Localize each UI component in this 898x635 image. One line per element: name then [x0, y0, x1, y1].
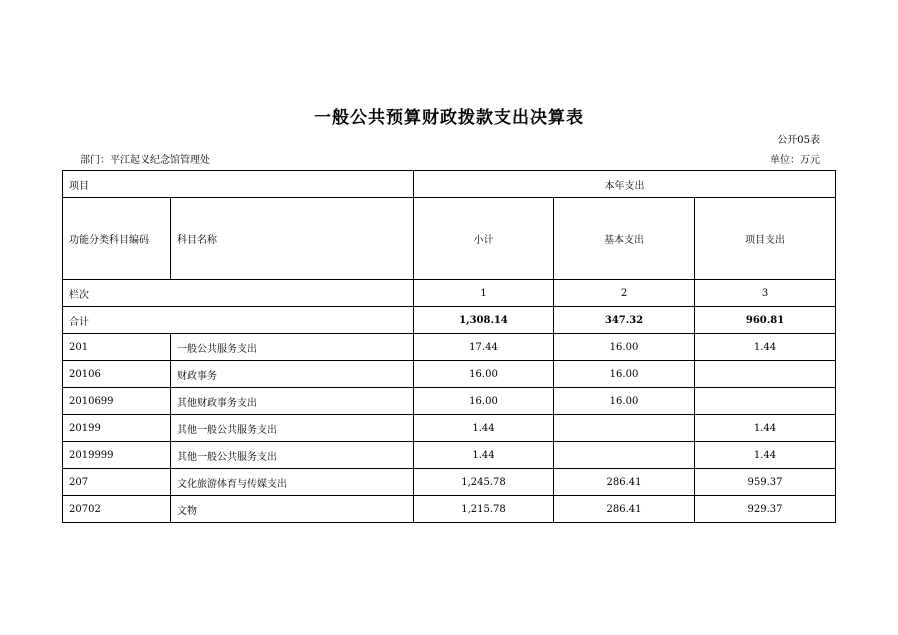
header-subtotal: 小计 — [414, 198, 554, 280]
row-project — [695, 388, 836, 415]
row-code: 2019999 — [63, 442, 171, 469]
row-name: 其他一般公共服务支出 — [171, 415, 414, 442]
row-basic: 286.41 — [554, 496, 695, 523]
row-code: 201 — [63, 334, 171, 361]
row-basic — [554, 415, 695, 442]
row-project: 959.37 — [695, 469, 836, 496]
row-subtotal: 17.44 — [414, 334, 554, 361]
report-title: 一般公共预算财政拨款支出决算表 — [314, 108, 584, 128]
department-label: 部门：平江起义纪念馆管理处 — [80, 155, 210, 166]
header-project: 项目支出 — [695, 198, 836, 280]
row-basic: 286.41 — [554, 469, 695, 496]
row-subtotal: 1.44 — [414, 415, 554, 442]
index-label: 栏次 — [63, 280, 414, 307]
table-row — [63, 361, 836, 388]
header-current-year: 本年支出 — [414, 171, 836, 198]
row-project — [695, 361, 836, 388]
row-project: 1.44 — [695, 415, 836, 442]
row-name: 一般公共服务支出 — [171, 334, 414, 361]
row-basic: 16.00 — [554, 334, 695, 361]
table-row — [63, 496, 836, 523]
row-name: 文化旅游体育与传媒支出 — [171, 469, 414, 496]
total-label: 合计 — [63, 307, 414, 334]
unit-label: 单位：万元 — [770, 155, 820, 166]
header-row-1 — [63, 171, 836, 198]
row-project: 929.37 — [695, 496, 836, 523]
row-project: 1.44 — [695, 442, 836, 469]
row-subtotal: 1,215.78 — [414, 496, 554, 523]
index-3: 3 — [695, 280, 836, 307]
row-basic — [554, 442, 695, 469]
row-name: 其他一般公共服务支出 — [171, 442, 414, 469]
table-row — [63, 415, 836, 442]
total-subtotal: 1,308.14 — [414, 307, 554, 334]
budget-table — [62, 170, 836, 523]
row-code: 20199 — [63, 415, 171, 442]
row-code: 207 — [63, 469, 171, 496]
row-name: 文物 — [171, 496, 414, 523]
row-basic: 16.00 — [554, 361, 695, 388]
row-code: 20106 — [63, 361, 171, 388]
header-basic: 基本支出 — [554, 198, 695, 280]
table-row — [63, 388, 836, 415]
row-project: 1.44 — [695, 334, 836, 361]
table-row — [63, 442, 836, 469]
table-row — [63, 469, 836, 496]
header-row-2 — [63, 198, 836, 280]
row-subtotal: 16.00 — [414, 361, 554, 388]
table-row — [63, 334, 836, 361]
index-2: 2 — [554, 280, 695, 307]
header-code: 功能分类科目编码 — [63, 198, 171, 280]
row-code: 2010699 — [63, 388, 171, 415]
total-basic: 347.32 — [554, 307, 695, 334]
row-code: 20702 — [63, 496, 171, 523]
row-name: 其他财政事务支出 — [171, 388, 414, 415]
index-1: 1 — [414, 280, 554, 307]
header-name: 科目名称 — [171, 198, 414, 280]
row-name: 财政事务 — [171, 361, 414, 388]
total-project: 960.81 — [695, 307, 836, 334]
total-row — [63, 307, 836, 334]
header-item: 项目 — [63, 171, 414, 198]
index-row — [63, 280, 836, 307]
row-subtotal: 1,245.78 — [414, 469, 554, 496]
row-subtotal: 16.00 — [414, 388, 554, 415]
row-basic: 16.00 — [554, 388, 695, 415]
form-number: 公开05表 — [777, 135, 820, 146]
row-subtotal: 1.44 — [414, 442, 554, 469]
